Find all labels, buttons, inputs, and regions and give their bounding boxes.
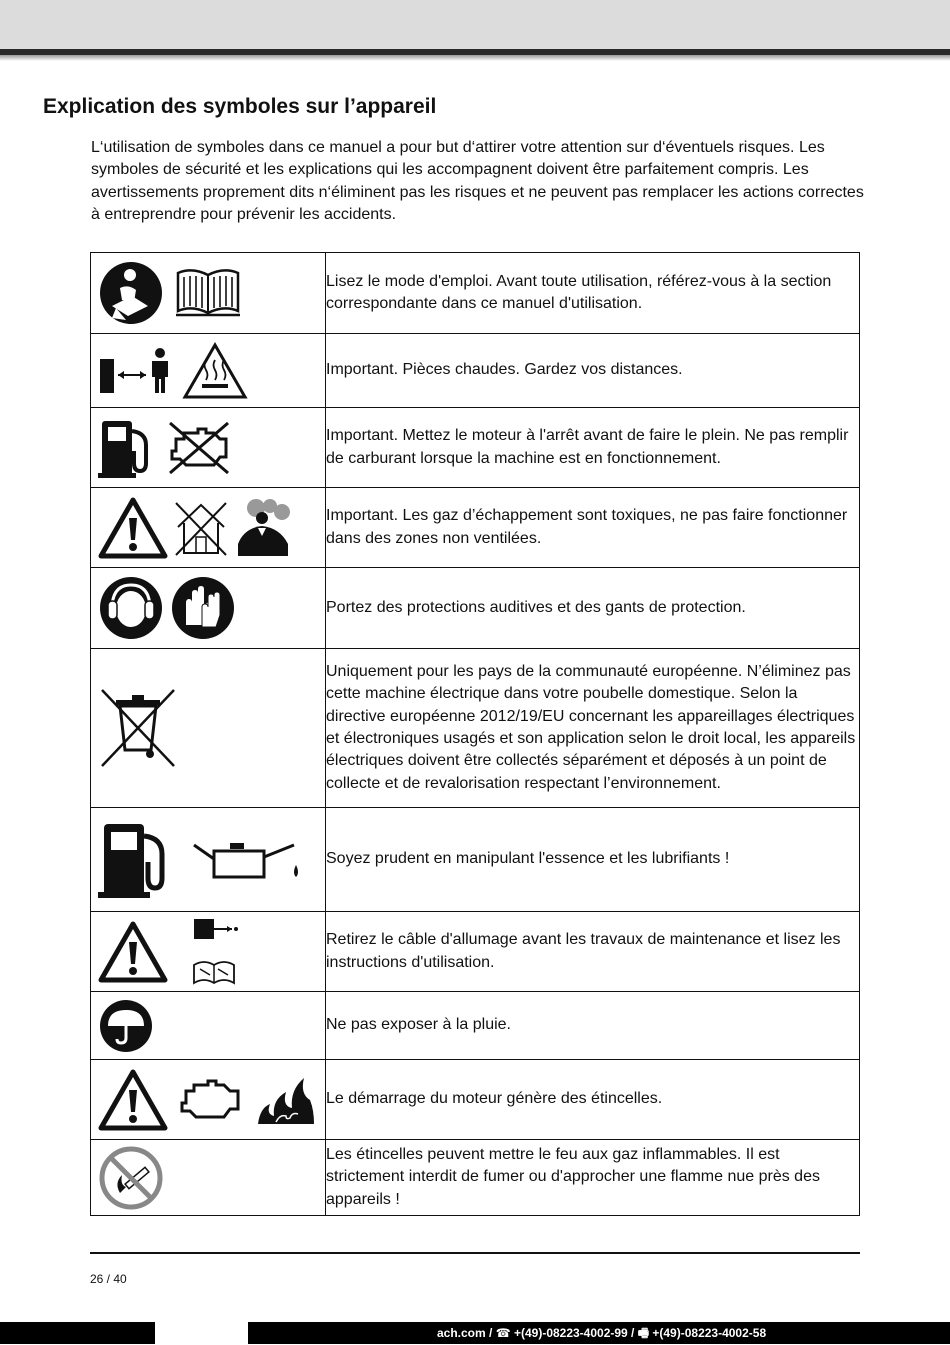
- symbol-row: [91, 253, 860, 334]
- warning-triangle-icon: [98, 1068, 168, 1132]
- keep-distance-icon: [98, 345, 172, 397]
- symbol-row: [91, 568, 860, 649]
- warning-triangle-icon: [98, 920, 168, 984]
- symbol-row: [91, 1140, 860, 1216]
- symbol-row: [91, 1060, 860, 1140]
- symbol-description: Les étincelles peuvent mettre le feu aux gaz inflammables. Il est strictement interdit de fumer ou d'approcher une flamme nue près des appareils !: [326, 1140, 860, 1216]
- symbols-table: [90, 252, 860, 1216]
- fuel-pump-icon: [98, 820, 176, 900]
- no-indoor-use-icon: [172, 499, 230, 557]
- symbol-description: Soyez prudent en manipulant l'essence et les lubrifiants !: [326, 808, 860, 912]
- hot-surface-warning-icon: [182, 342, 248, 400]
- symbol-description: Le démarrage du moteur génère des étincelles.: [326, 1060, 860, 1140]
- symbol-row: [91, 912, 860, 992]
- ear-protection-icon: [98, 575, 164, 641]
- symbol-description: Ne pas exposer à la pluie.: [326, 992, 860, 1060]
- spark-plug-manual-icon: [192, 917, 242, 987]
- fuel-pump-icon: [98, 417, 156, 479]
- crossed-bin-icon: [98, 686, 178, 770]
- symbol-row: [91, 649, 860, 808]
- footer-bar-left: [0, 1322, 155, 1344]
- page-number: 26 / 40: [90, 1272, 127, 1286]
- footer-contact-bar: ach.com / ☎ +(49)-08223-4002-99 / 🖷 +(49)-08223-4002-58: [248, 1322, 950, 1344]
- symbol-row: [91, 808, 860, 912]
- fire-icon: [256, 1074, 316, 1126]
- symbol-description: Uniquement pour les pays de la communauté européenne. N’éliminez pas cette machine électrique dans votre poubelle domestique. Selon la directive européenne 2012/19/EU concernant les appareillages électriques et électroniques usagés et son application selon le droit local, les appareils électriques doivent être collectés séparément et déposés à un point de collecte et de revalorisation respectant l’environnement.: [326, 649, 860, 808]
- engine-icon: [178, 1075, 246, 1125]
- footer-rule: [90, 1252, 860, 1254]
- engine-off-icon: [166, 419, 232, 477]
- umbrella-icon: [98, 998, 154, 1054]
- top-shadow: [0, 55, 950, 61]
- symbol-description: Important. Mettez le moteur à l'arrêt avant de faire le plein. Ne pas remplir de carburant lorsque la machine est en fonctionnement.: [326, 408, 860, 488]
- read-manual-icon: [98, 260, 164, 326]
- warning-triangle-icon: [98, 496, 168, 560]
- intro-paragraph: L‘utilisation de symboles dans ce manuel a pour but d‘attirer votre attention sur d‘éventuels risques. Les symboles de sécurité et les explications qui les accompagnent doivent être parfaitement compris. Les avertissements proprement dits n‘éliminent pas les risques et ne peuvent pas remplacer les actions correctes à entreprendre pour prévenir les accidents.: [91, 139, 864, 223]
- oil-can-icon: [192, 835, 302, 885]
- toxic-fumes-icon: [234, 498, 294, 558]
- symbol-description: Important. Pièces chaudes. Gardez vos distances.: [326, 334, 860, 408]
- symbol-description: Important. Les gaz d’échappement sont toxiques, ne pas faire fonctionner dans des zones non ventilées.: [326, 488, 860, 568]
- open-book-icon: [174, 267, 242, 319]
- symbol-description: Retirez le câble d'allumage avant les travaux de maintenance et lisez les instructions d'utilisation.: [326, 912, 860, 992]
- page-title: Explication des symboles sur l’appareil: [43, 95, 437, 118]
- symbol-row: [91, 992, 860, 1060]
- no-smoking-icon: [98, 1145, 164, 1211]
- gloves-icon: [170, 575, 236, 641]
- symbol-row: [91, 334, 860, 408]
- symbol-description: Lisez le mode d'emploi. Avant toute utilisation, référez-vous à la section correspondante dans ce manuel d'utilisation.: [326, 253, 860, 334]
- symbol-row: [91, 408, 860, 488]
- symbol-description: Portez des protections auditives et des gants de protection.: [326, 568, 860, 649]
- top-band: [0, 0, 950, 50]
- symbol-row: [91, 488, 860, 568]
